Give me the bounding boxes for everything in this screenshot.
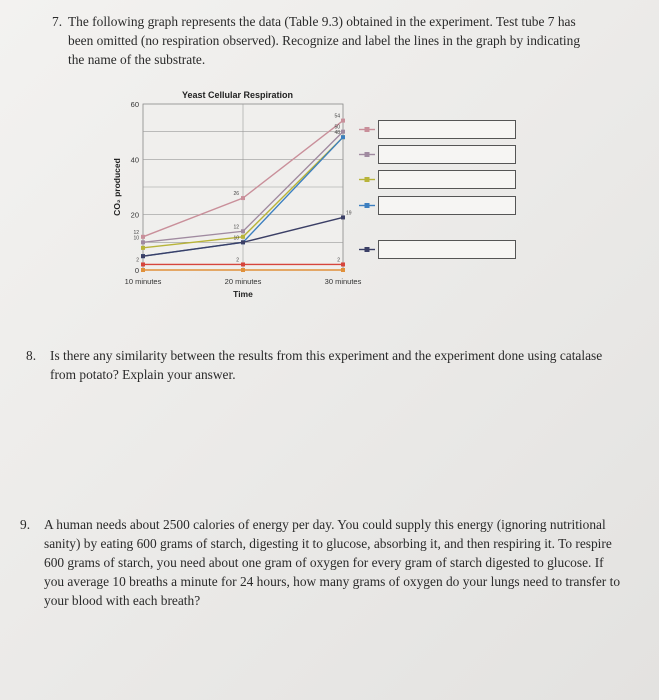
- data-point-purple-gray: [141, 240, 145, 244]
- data-point-orange: [341, 268, 345, 272]
- data-label: 48: [334, 130, 340, 137]
- question-number: 8.: [26, 348, 37, 363]
- data-label: 50: [334, 124, 340, 131]
- question-text: Is there any similarity between the results from this experiment and the experiment done using catalase from potato? Explain your answer.: [50, 348, 603, 382]
- question-number: 7.: [52, 14, 63, 29]
- x-tick-label: 10 minutes: [124, 277, 162, 286]
- y-tick-label: 40: [130, 155, 139, 165]
- data-label: 10: [133, 235, 139, 242]
- data-label: 2: [337, 257, 340, 264]
- data-label: 2: [236, 257, 239, 264]
- data-point-pink: [141, 235, 145, 239]
- data-point-dark-navy: [141, 254, 145, 258]
- x-tick-label: 20 minutes: [224, 277, 262, 286]
- y-tick-label: 20: [130, 210, 139, 220]
- answer-box-4[interactable]: [378, 196, 516, 215]
- data-point-orange: [241, 268, 245, 272]
- x-tick-label: 30 minutes: [324, 277, 362, 286]
- legend-marker: [365, 203, 370, 208]
- chart-title: Yeast Cellular Respiration: [182, 90, 294, 100]
- answer-box-5[interactable]: [378, 240, 516, 259]
- data-point-purple-gray: [241, 229, 245, 233]
- answer-box-1[interactable]: [378, 120, 516, 139]
- data-point-pink: [241, 196, 245, 200]
- data-point-red: [241, 262, 245, 266]
- data-label: 10: [233, 235, 239, 242]
- data-point-yellow-green: [141, 246, 145, 250]
- y-axis-label: CO₂ produced: [112, 158, 122, 216]
- data-point-pink: [341, 119, 345, 123]
- data-point-blue: [341, 135, 345, 139]
- data-point-dark-navy: [341, 215, 345, 219]
- data-point-dark-navy: [241, 240, 245, 244]
- x-axis-label: Time: [233, 289, 253, 299]
- data-label: 2: [136, 257, 139, 264]
- answer-box-3[interactable]: [378, 170, 516, 189]
- data-point-orange: [141, 268, 145, 272]
- legend-marker: [365, 152, 370, 157]
- co2-line-chart: [0, 0, 659, 320]
- data-point-red: [341, 262, 345, 266]
- legend-marker: [365, 247, 370, 252]
- y-tick-label: 0: [134, 266, 139, 275]
- data-label: 54: [334, 113, 340, 120]
- answer-box-2[interactable]: [378, 145, 516, 164]
- y-tick-label: 60: [130, 100, 139, 109]
- legend-marker: [365, 177, 370, 182]
- data-label: 19: [346, 210, 352, 217]
- data-label: 12: [233, 224, 239, 231]
- question-text: A human needs about 2500 calories of energy per day. You could supply this energy (ignoring nutritional sanity) by eating 600 grams of starch, digesting it to glucose, absorbing it, and then respiring it. To respire 600 grams of starch, you need about one gram of oxygen for every gram of starch digested to glucose. If you average 10 breaths a minute for 24 hours, how many grams of oxygen do your lungs need to transfer to your blood with each breath?: [44, 517, 621, 608]
- data-label: 26: [233, 191, 239, 198]
- data-label: 12: [133, 229, 139, 236]
- data-point-yellow-green: [241, 235, 245, 239]
- question-number: 9.: [20, 517, 31, 532]
- data-point-purple-gray: [341, 130, 345, 134]
- data-point-red: [141, 262, 145, 266]
- question-text: The following graph represents the data (Table 9.3) obtained in the experiment. Test tube 7 has been omitted (no respiration observed). Recognize and label the lines in the graph by indicating the name of the substrate.: [68, 14, 581, 67]
- legend-marker: [365, 127, 370, 132]
